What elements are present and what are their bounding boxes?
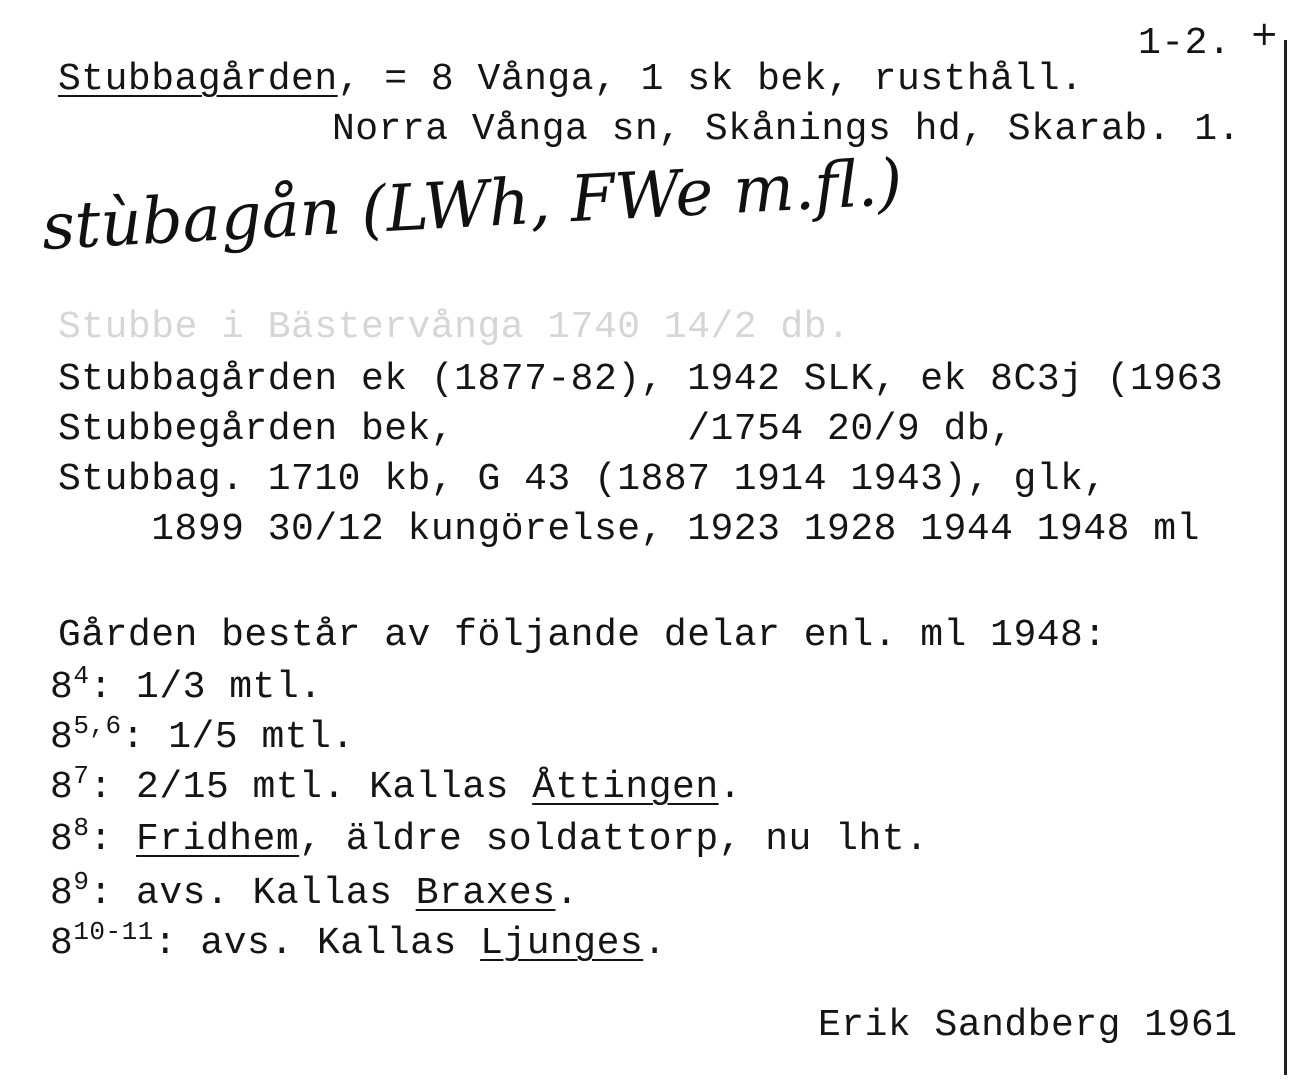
form-line-1: Stubbagården ek (1877-82), 1942 SLK, ek 8C3j (1963 — [58, 358, 1224, 401]
part-after: , äldre soldattorp, nu lht. — [299, 818, 929, 861]
part-number: 8 — [50, 766, 74, 809]
faded-line: Stubbe i Bästervånga 1740 14/2 db. — [58, 306, 851, 349]
part-number: 8 — [50, 716, 74, 759]
part-sub: 10-11 — [73, 917, 154, 947]
part-after: . — [718, 766, 742, 809]
part-text: : 1/3 mtl. — [89, 666, 323, 709]
part-number: 8 — [50, 922, 74, 965]
part-after: . — [643, 922, 667, 965]
part-sub: 8 — [73, 813, 90, 843]
part-number: 8 — [50, 666, 74, 709]
part-row — [50, 661, 323, 710]
part-text: : — [89, 818, 137, 861]
part-text: : 1/5 mtl. — [121, 716, 355, 759]
part-row — [50, 917, 667, 966]
part-row — [50, 761, 742, 810]
part-number: 8 — [50, 872, 74, 915]
corner-mark: + — [1250, 14, 1279, 54]
part-row — [50, 813, 929, 862]
part-text: : avs. Kallas — [89, 872, 416, 915]
part-after: . — [555, 872, 579, 915]
handwritten-pronunciation: stùbagån (LWh, FWe m.fl.) — [40, 145, 905, 265]
part-row — [50, 711, 355, 760]
title-line — [58, 58, 1083, 102]
card-number: 1-2. — [1138, 22, 1232, 65]
part-text: : avs. Kallas — [153, 922, 481, 965]
author-signature: Erik Sandberg 1961 — [818, 1004, 1238, 1047]
title-rest: , = 8 Vånga, 1 sk bek, rusthåll. — [337, 58, 1084, 101]
form-line-3: Stubbag. 1710 kb, G 43 (1887 1914 1943), glk, — [58, 458, 1107, 501]
form-line-2: Stubbegården bek, /1754 20/9 db, — [58, 408, 1014, 451]
location-line: Norra Vånga sn, Skånings hd, Skarab. 1. — [332, 108, 1241, 151]
part-name: Fridhem — [136, 818, 300, 861]
part-sub: 9 — [73, 867, 90, 897]
part-sub: 4 — [73, 661, 90, 691]
part-number: 8 — [50, 818, 74, 861]
part-sub: 7 — [73, 761, 90, 791]
form-line-4: 1899 30/12 kungörelse, 1923 1928 1944 1948 ml — [58, 508, 1200, 551]
part-name: Braxes — [415, 872, 556, 915]
part-name: Åttingen — [532, 766, 719, 809]
part-name: Ljunges — [480, 922, 644, 965]
part-text: : 2/15 mtl. Kallas — [89, 766, 533, 809]
parts-heading: Gården består av följande delar enl. ml 1948: — [58, 614, 1107, 657]
part-row — [50, 867, 579, 916]
part-sub: 5,6 — [73, 711, 122, 741]
title-name: Stubbagården — [58, 58, 338, 101]
card-right-edge — [1284, 40, 1287, 1075]
